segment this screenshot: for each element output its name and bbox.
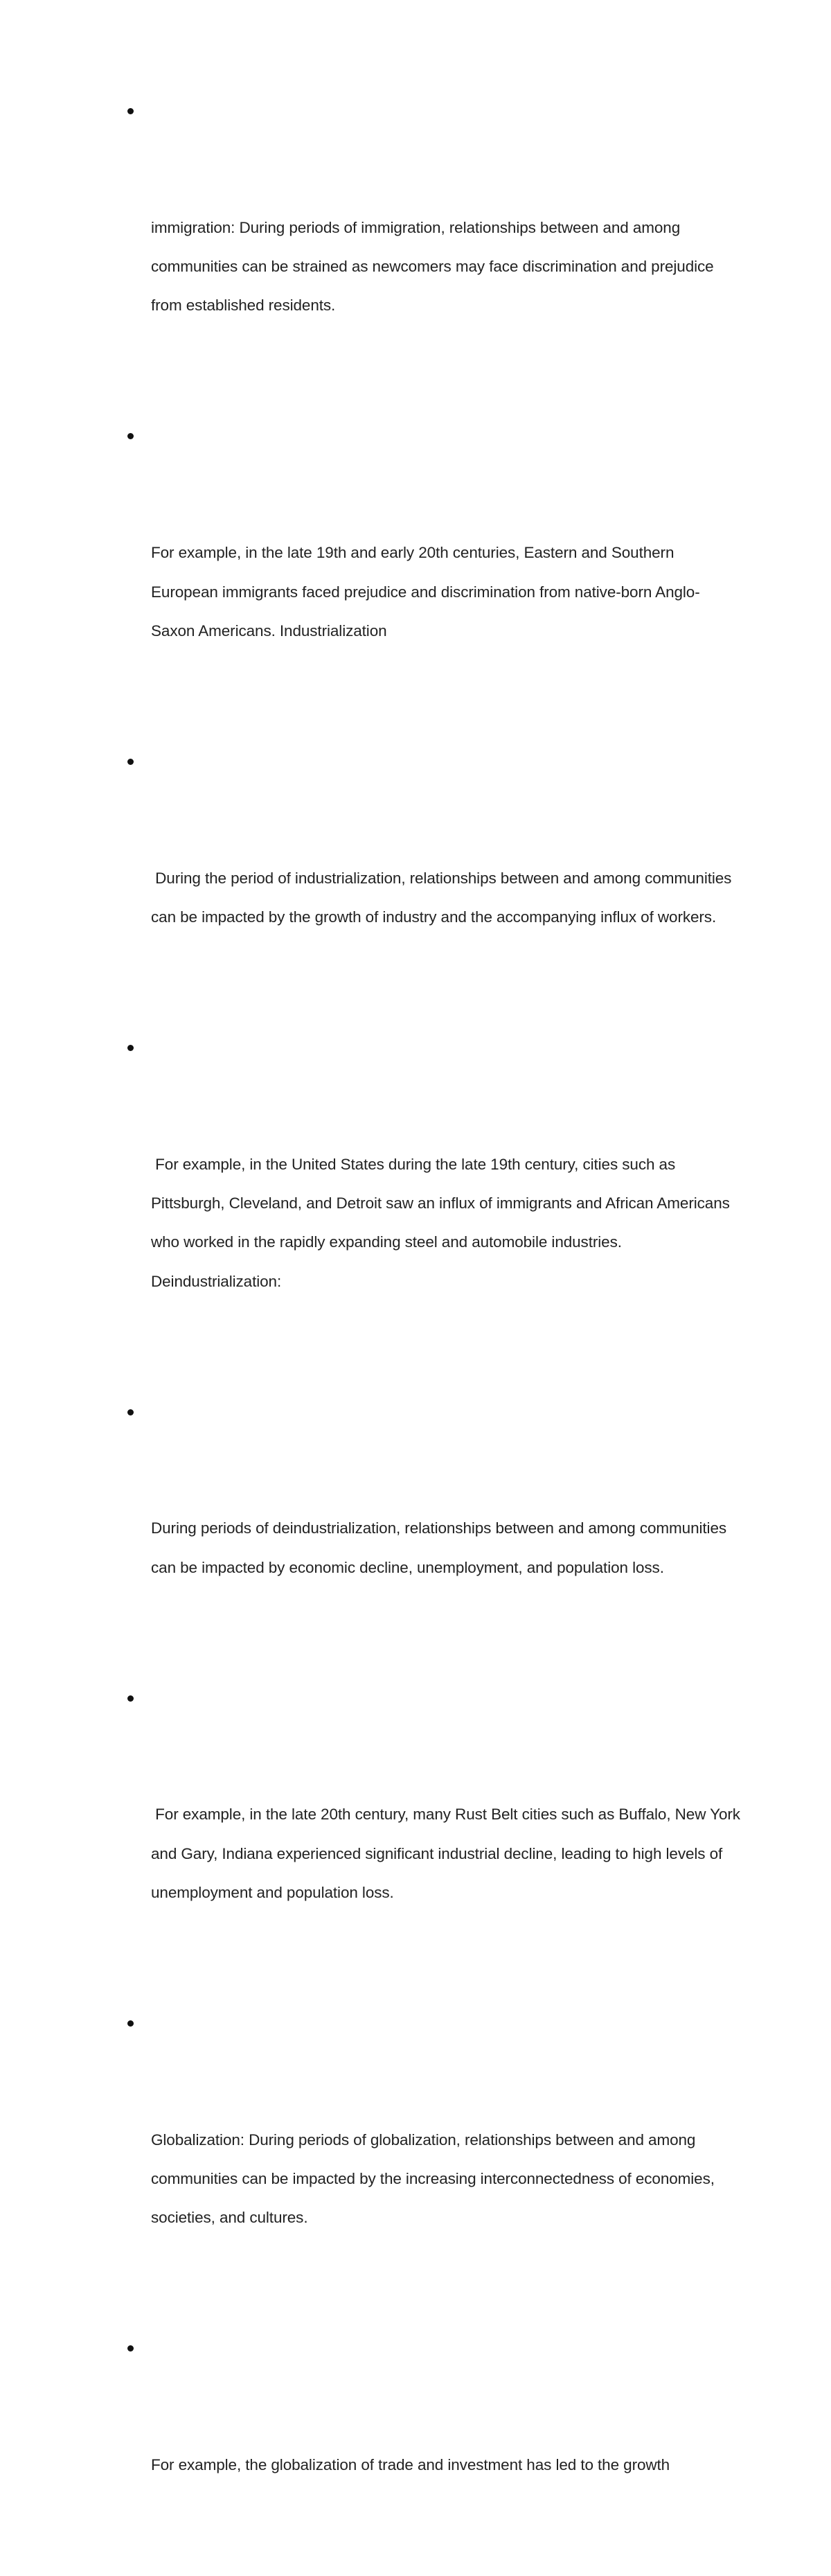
list-item: [118, 1028, 741, 1379]
bullet-icon: [127, 1695, 134, 1702]
list-item-text: immigration: During periods of immigration, relationships between and among communities can be strained as newcomers may face discrimination and prejudice from established residents.: [151, 218, 718, 315]
list-item: [118, 742, 741, 1015]
bullet-icon: [127, 1409, 134, 1415]
list-item: [118, 416, 741, 728]
list-item: [118, 2004, 741, 2315]
list-item-text: For example, in the late 19th and early 20th centuries, Eastern and Southern European immigrants faced prejudice and discrimination from native-born Anglo-Saxon Americans. Industrialization: [151, 544, 700, 639]
list-item-text: For example, in the late 20th century, many Rust Belt cities such as Buffalo, New York and Gary, Indiana experienced significant industrial decline, leading to high levels of unemployment and population loss.: [151, 1806, 745, 1902]
bullet-icon: [127, 759, 134, 765]
list-item-text: For example, the globalization of trade and investment has led to the growth: [151, 2456, 670, 2474]
list-item-text: During the period of industrialization, relationships between and among communities can be impacted by the growth of industry and the accompanying influx of workers.: [151, 869, 736, 926]
bullet-icon: [127, 2020, 134, 2027]
bullet-list: [118, 91, 745, 2576]
bullet-icon: [127, 433, 134, 439]
list-item: [118, 1679, 745, 1991]
bullet-icon: [127, 1045, 134, 1051]
bullet-icon: [127, 108, 134, 114]
list-item-text: For example, in the United States during the late 19th century, cities such as Pittsburgh, Cleveland, and Detroit saw an influx of immigrants and African Americans who worked in the rapidly expanding steel and automobile industries. Deindustrialization:: [151, 1155, 734, 1290]
list-item: [118, 91, 741, 403]
list-item: [118, 2329, 741, 2563]
list-item: [118, 1393, 741, 1666]
list-item-text: Globalization: During periods of globalization, relationships between and among communities can be impacted by the increasing interconnectedness of economies, societies, and cultures.: [151, 2131, 720, 2227]
list-item-text: During periods of deindustrialization, relationships between and among communities can be impacted by economic decline, unemployment, and population loss.: [151, 1519, 731, 1576]
bullet-icon: [127, 2345, 134, 2352]
